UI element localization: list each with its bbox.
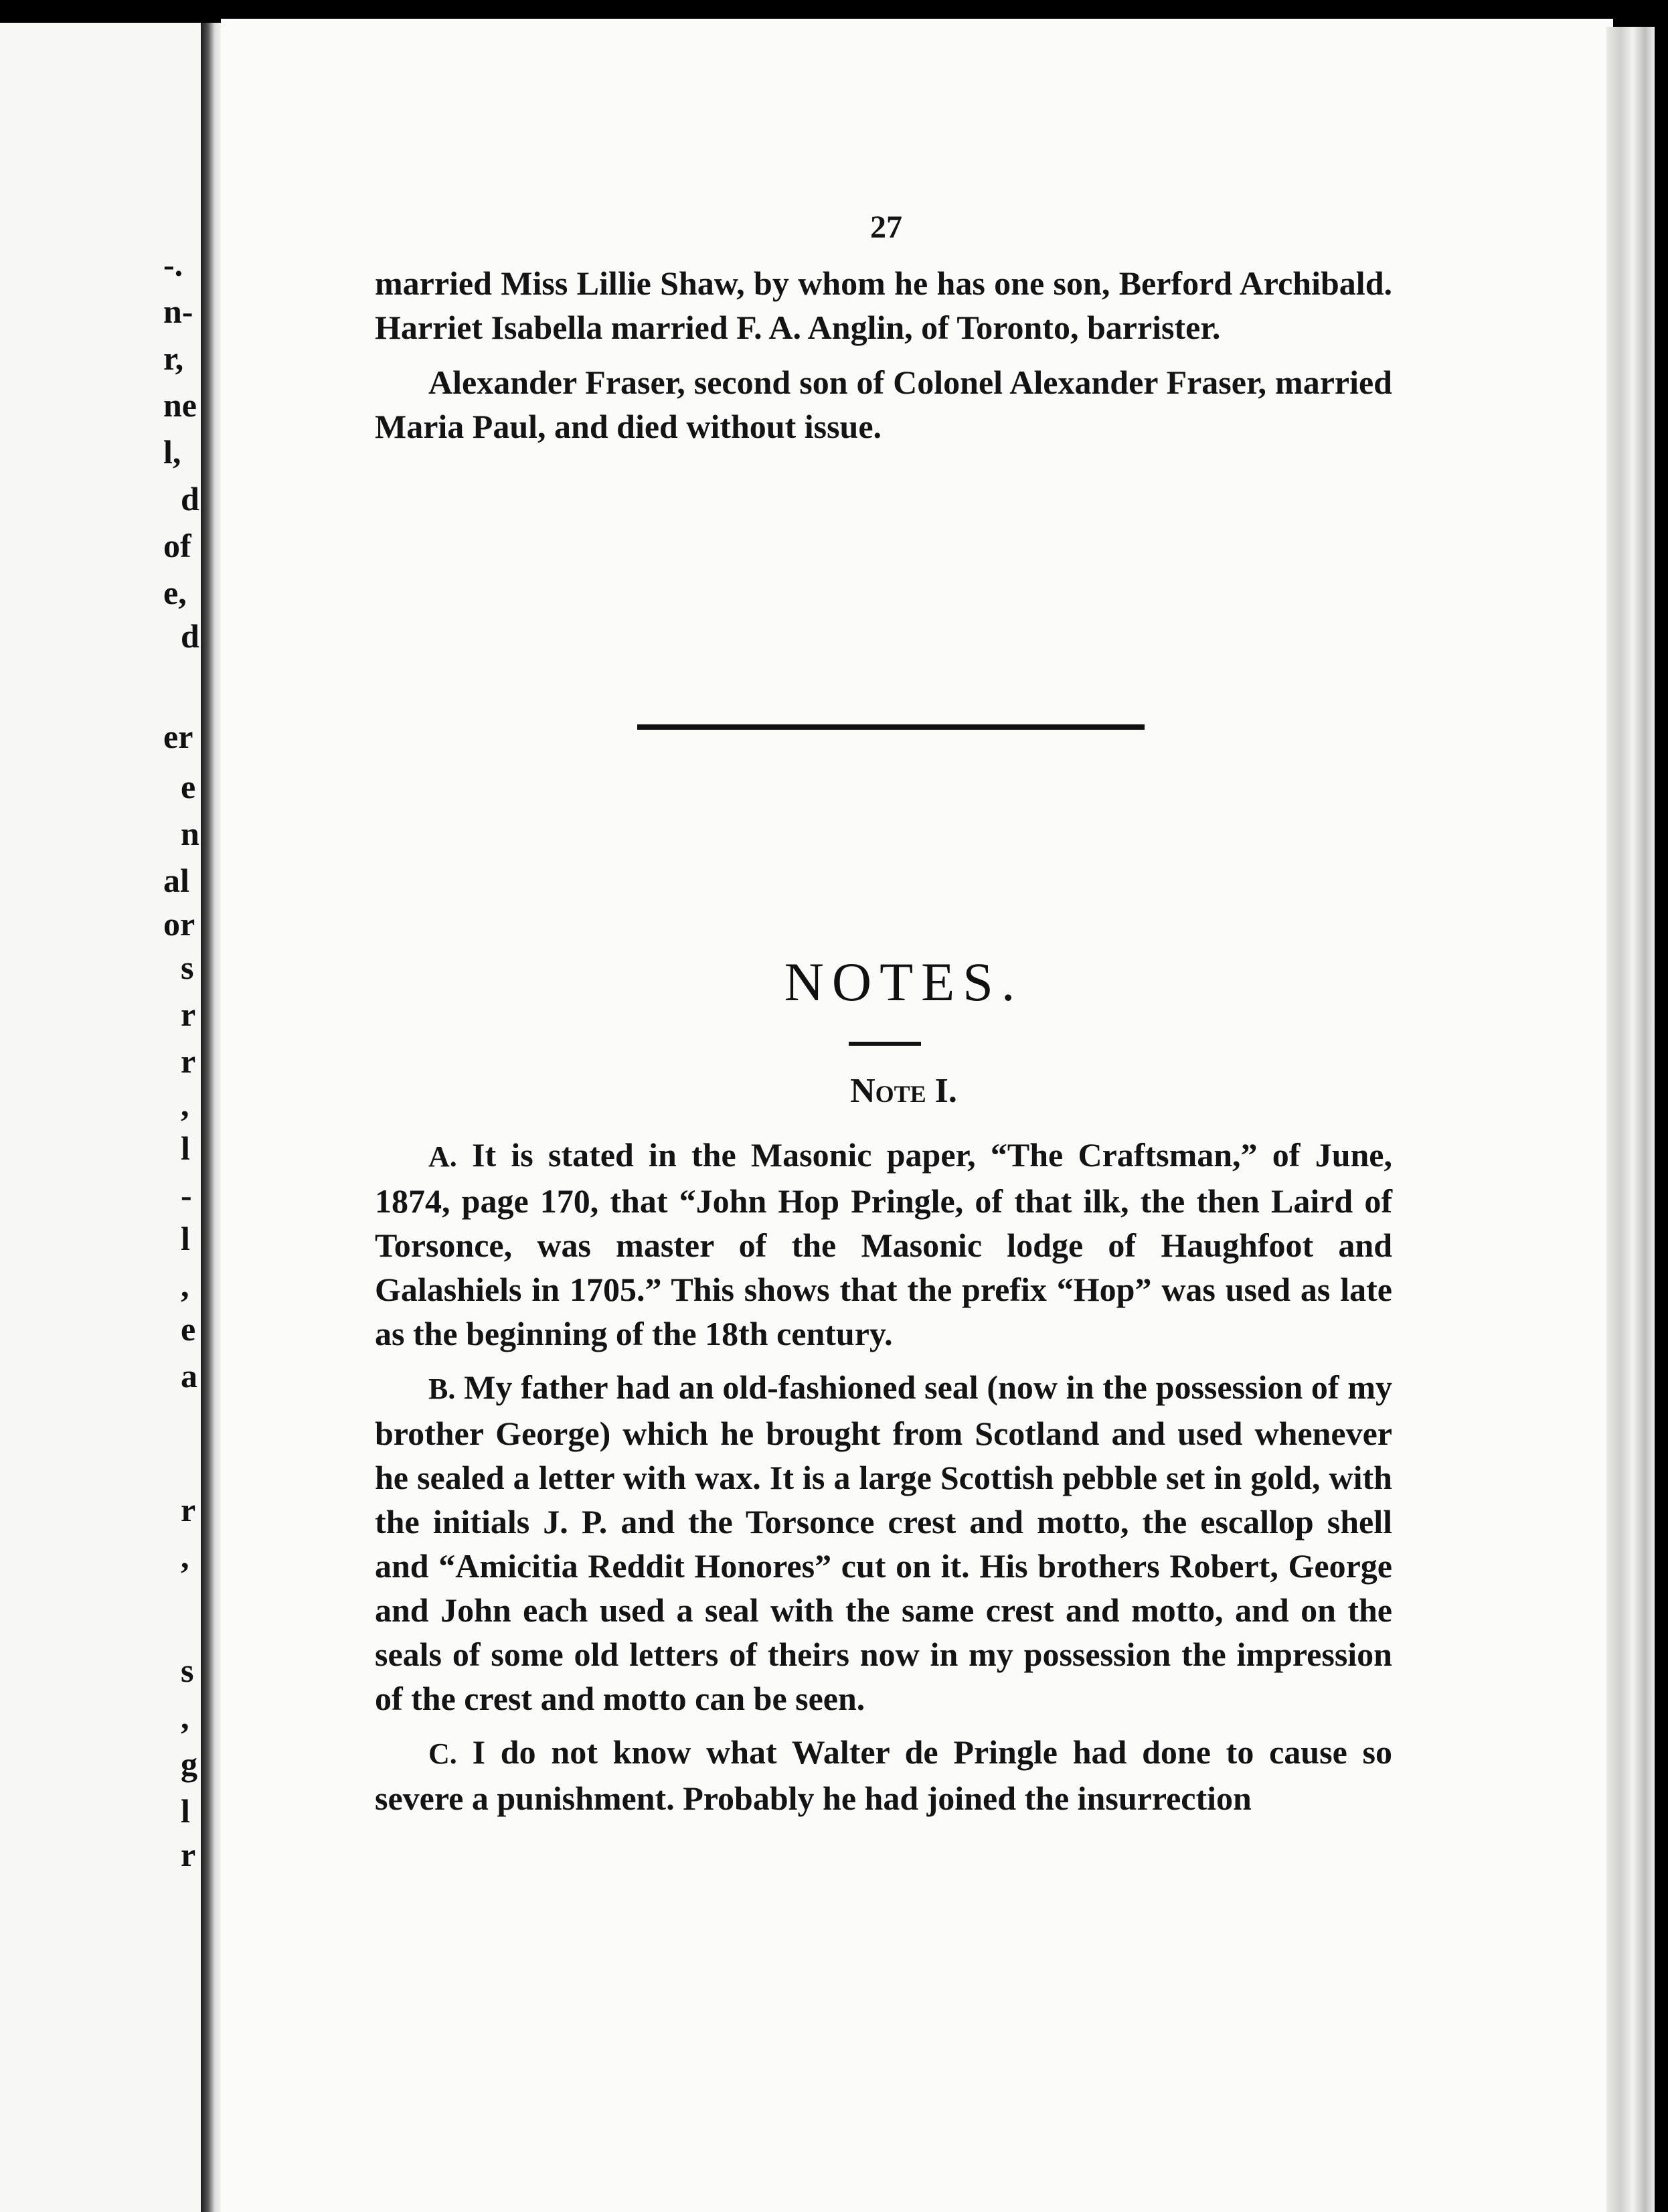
facing-page-fragment-text: g [181, 1745, 197, 1783]
facing-page-fragment-text: r [181, 996, 196, 1033]
note-letter: A. [428, 1140, 457, 1173]
page-edge [1606, 27, 1655, 2212]
note-text: It is stated in the Masonic paper, “The Craftsman,” of June, 1874, page 170, that “John Hop Pringle, of that ilk, the then Laird of Torsonce, was master of the Masonic lodge of Haughfoot and Galashiels in 1705.” This shows that the prefix “Hop” was used as late as the beginning of the 18th century. [375, 1136, 1393, 1352]
facing-page-fragment-text: r [181, 1836, 196, 1873]
note-item-a [375, 1133, 1392, 1356]
facing-page-fragment-text: s [181, 949, 194, 986]
facing-page-fragment-text: e, [163, 574, 187, 611]
fraser-paragraph: Alexander Fraser, second son of Colonel Alexander Fraser, married Maria Paul, and died without issue. [375, 364, 1392, 445]
facing-page-fragment-text: d [181, 617, 199, 655]
note-text: My father had an old-fashioned seal (now in the possession of my brother George) which he brought from Scotland and used whenever he sealed a letter with wax. It is a large Scottish pebble set in gold, with the initials J. P. and the Torsonce crest and motto, the escallop shell and “Amicitia Reddit Honores” cut on it. His brothers Robert, George and John each used a seal with the same crest and motto, and on the seals of some old letters of theirs now in my possession the impression of the crest and motto can be seen. [375, 1368, 1392, 1717]
facing-page-fragment-text: n- [163, 293, 193, 330]
facing-page-fragment-text: of [163, 527, 191, 564]
note-title: Note I. [850, 1072, 957, 1110]
continuation-paragraph: married Miss Lillie Shaw, by whom he has one son, Berford Archibald. Harriet Isabella married F. A. Anglin, of Toronto, barrister. [375, 264, 1392, 346]
facing-page-fragment-text: - [181, 1176, 192, 1214]
facing-page-fragment-text: r, [163, 339, 184, 377]
note-item-b [375, 1365, 1392, 1721]
facing-page-fragment [0, 23, 201, 2212]
facing-page-fragment-text: , [181, 1698, 189, 1736]
facing-page-fragment-text: , [181, 1267, 189, 1304]
facing-page-fragment-text: l, [163, 433, 181, 471]
facing-page-fragment-text: e [181, 768, 196, 805]
facing-page-fragment-text: s [181, 1652, 194, 1689]
facing-page-fragment-text: or [163, 905, 195, 943]
note-text: I do not know what Walter de Pringle had done to cause so severe a punishment. Probably he had joined the insurrection [375, 1733, 1392, 1817]
book-gutter [201, 23, 221, 2212]
note-item-c [375, 1730, 1392, 1820]
facing-page-fragment-text: l [181, 1792, 190, 1830]
facing-page-fragment-text: l [181, 1220, 190, 1257]
notes-heading: NOTES. [784, 951, 1023, 1012]
facing-page-fragment-text: a [181, 1357, 197, 1395]
heading-rule [849, 1042, 921, 1046]
section-divider [637, 724, 1145, 730]
facing-page-fragment-text: , [181, 1086, 189, 1123]
facing-page-fragment-text: -. [163, 246, 183, 283]
facing-page-fragment-text: al [163, 862, 189, 899]
facing-page-fragment-text: r [181, 1042, 196, 1080]
notes-body [375, 1133, 1392, 1820]
facing-page-fragment-text: er [163, 718, 193, 755]
facing-page-fragment-text: e [181, 1310, 196, 1348]
facing-page-fragment-text: n [181, 815, 199, 852]
facing-page-fragment-text: d [181, 480, 199, 518]
facing-page-fragment-text: ne [163, 386, 197, 424]
page-number: 27 [870, 210, 902, 245]
note-letter: C. [428, 1737, 457, 1770]
facing-page-fragment-text: r [181, 1491, 196, 1528]
continuation-text [375, 261, 1392, 449]
facing-page-fragment-text: l [181, 1129, 190, 1167]
note-letter: B. [428, 1372, 456, 1405]
facing-page-fragment-text: , [181, 1538, 189, 1575]
